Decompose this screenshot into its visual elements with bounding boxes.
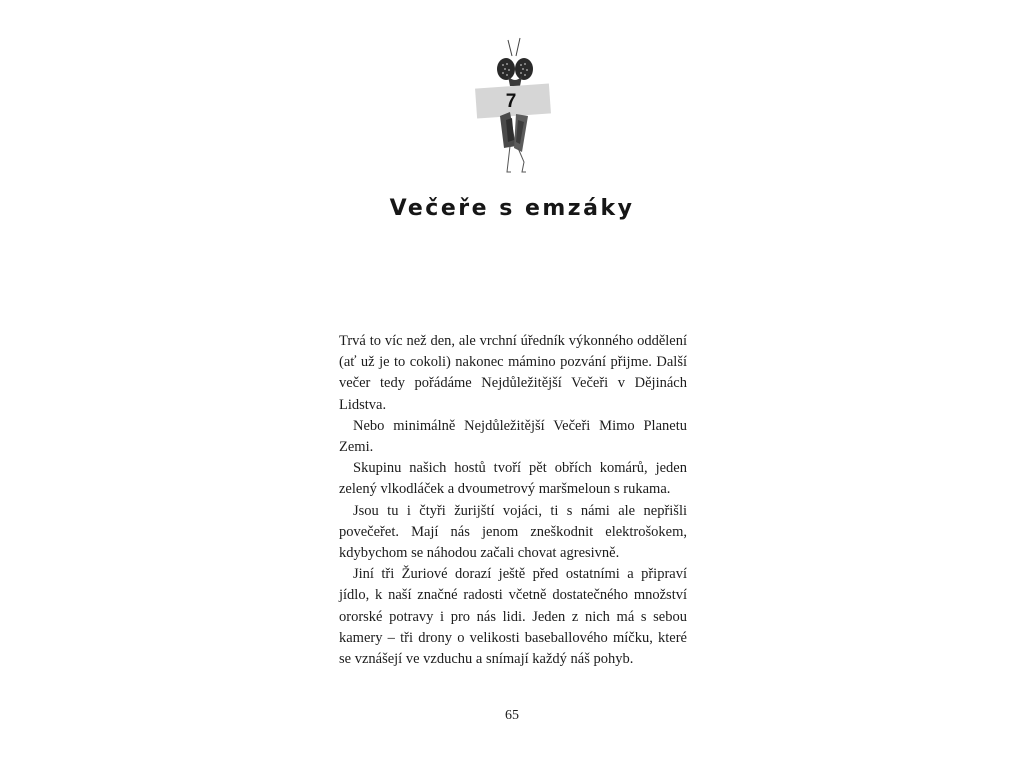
paragraph: Skupinu našich hostů tvoří pět obřích komárů, jeden zelený vlkodláček a dvoumetrový maršmeloun s rukama.	[339, 460, 687, 498]
page-number: 65	[505, 708, 519, 723]
paragraph: Nebo minimálně Nejdůležitější Večeři Mimo Planetu Zemi.	[339, 417, 687, 456]
chapter-title: Večeře s emzáky	[389, 195, 635, 222]
paragraph: Trvá to víc než den, ale vrchní úředník výkonného oddělení (ať už je to cokoli) nakonec mámino pozvání přijme. Další večer tedy pořádáme Nejdůležitější Večeři v Dějinách Lidstva.	[339, 333, 687, 413]
paragraph: Jsou tu i čtyři žurijští vojáci, ti s námi ale nepřišli povečeřet. Mají nás jenom zneškodnit elektrošokem, kdybychom se náhodou začali chovat agresivně.	[339, 502, 687, 562]
paragraph: Jiní tři Žuriové dorazí ještě před ostatními a připraví jídlo, k naší značné radosti včetně dostatečného množství ororské potravy i pro nás lidi. Jeden z nich má s sebou kamery – tři drony o velikosti baseballového míčku, které se vznášejí ve vzduchu a snímají každý náš pohyb.	[339, 566, 687, 668]
chapter-number: 7	[505, 91, 517, 112]
body-text	[339, 331, 687, 670]
